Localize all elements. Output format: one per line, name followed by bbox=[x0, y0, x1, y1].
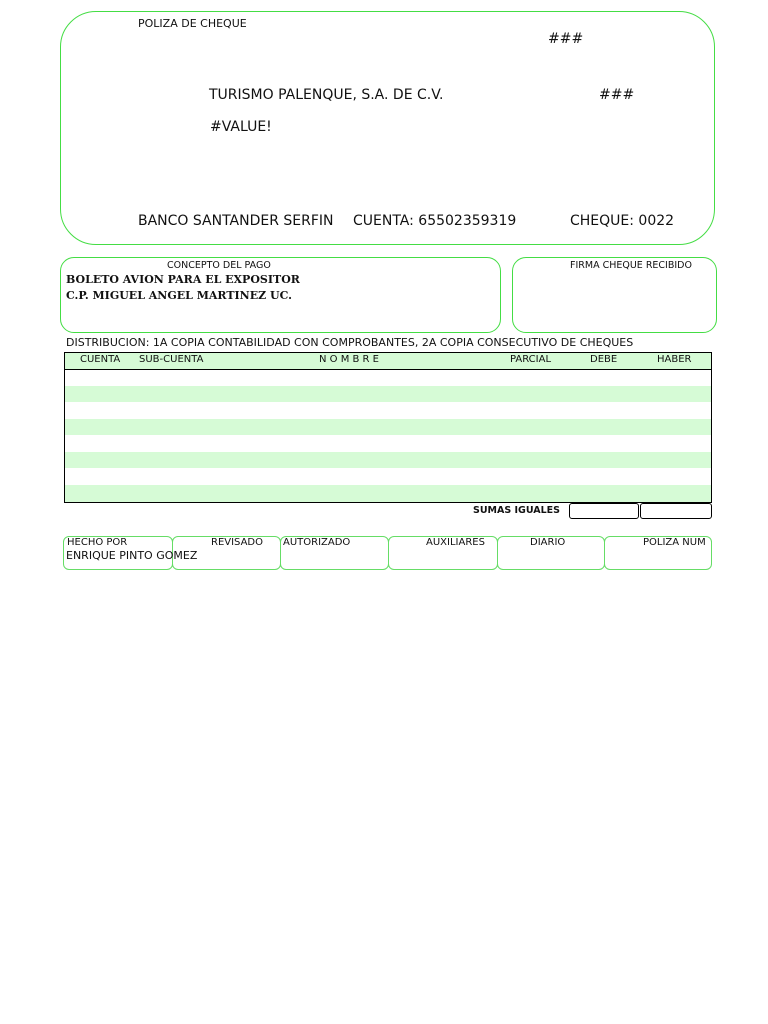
bank-name: BANCO SANTANDER SERFIN bbox=[138, 213, 334, 229]
amount-in-words: #VALUE! bbox=[210, 119, 272, 135]
poliza-num-label: POLIZA NUM bbox=[643, 537, 706, 548]
col-sub-cuenta: SUB-CUENTA bbox=[139, 354, 204, 365]
revisado-label: REVISADO bbox=[211, 537, 264, 548]
cheque-title: POLIZA DE CHEQUE bbox=[138, 17, 247, 30]
table-row bbox=[65, 452, 711, 468]
total-haber-field[interactable] bbox=[640, 503, 712, 519]
distribution-table bbox=[64, 352, 712, 503]
auxiliares-box bbox=[388, 536, 498, 570]
concept-line-2: C.P. MIGUEL ANGEL MARTINEZ UC. bbox=[66, 289, 292, 302]
autorizado-box bbox=[280, 536, 389, 570]
diario-box bbox=[497, 536, 605, 570]
col-parcial: PARCIAL bbox=[510, 354, 552, 365]
cheque-number: CHEQUE: 0022 bbox=[570, 213, 675, 229]
amount-placeholder: ### bbox=[599, 87, 635, 103]
diario-label: DIARIO bbox=[530, 537, 566, 548]
auxiliares-label: AUXILIARES bbox=[426, 537, 485, 548]
table-row bbox=[65, 419, 711, 435]
poliza-num-box bbox=[604, 536, 712, 570]
totals-label: SUMAS IGUALES bbox=[473, 505, 561, 516]
col-cuenta: CUENTA bbox=[80, 354, 121, 365]
table-row bbox=[65, 386, 711, 402]
col-haber: HABER bbox=[657, 354, 692, 365]
signature-label: FIRMA CHEQUE RECIBIDO bbox=[570, 260, 692, 271]
payee-company: TURISMO PALENQUE, S.A. DE C.V. bbox=[209, 87, 444, 103]
total-debe-field[interactable] bbox=[569, 503, 639, 519]
col-debe: DEBE bbox=[590, 354, 618, 365]
cheque-date-placeholder: ### bbox=[548, 31, 584, 47]
table-header bbox=[65, 353, 711, 370]
autorizado-label: AUTORIZADO bbox=[283, 537, 351, 548]
col-nombre: N O M B R E bbox=[319, 354, 379, 365]
concept-line-1: BOLETO AVION PARA EL EXPOSITOR bbox=[66, 273, 300, 286]
concept-label: CONCEPTO DEL PAGO bbox=[167, 260, 271, 271]
cheque-box bbox=[60, 11, 715, 245]
table-row bbox=[65, 485, 711, 502]
distribution-note: DISTRIBUCION: 1A COPIA CONTABILIDAD CON COMPROBANTES, 2A COPIA CONSECUTIVO DE CHEQUES bbox=[66, 336, 634, 349]
account-number: CUENTA: 65502359319 bbox=[353, 213, 517, 229]
hecho-por-label: HECHO POR bbox=[67, 537, 128, 548]
prepared-by-name: ENRIQUE PINTO GOMEZ bbox=[66, 549, 198, 562]
